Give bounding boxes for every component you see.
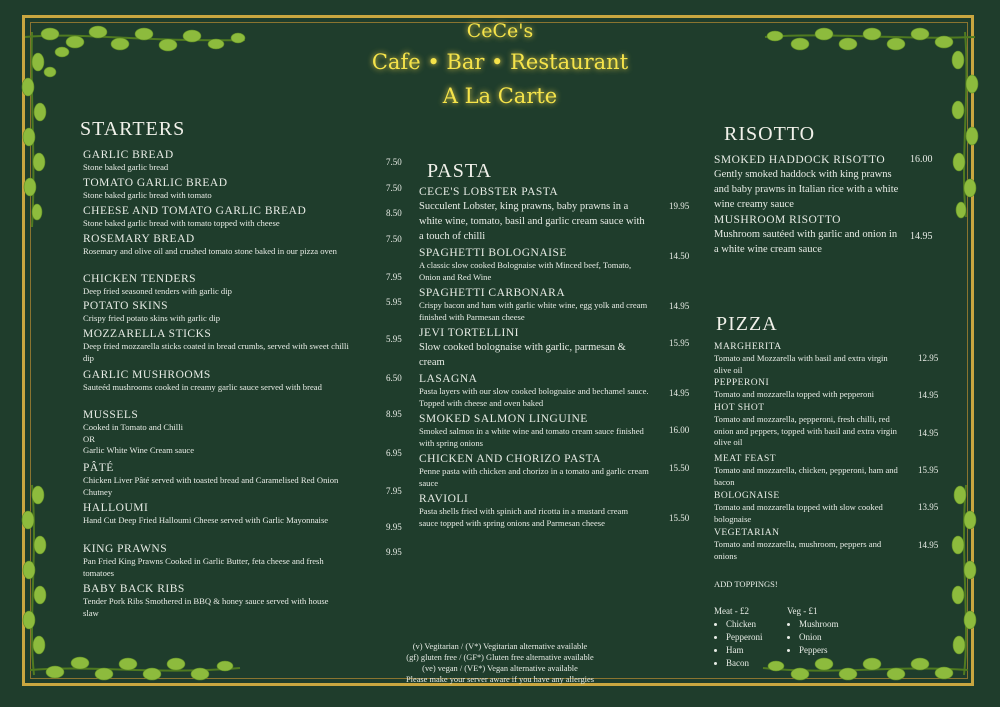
item-description: Pasta shells fried with spinich and ricotta in a mustard cream sauce topped with spring onions and Parmesan cheese bbox=[419, 506, 629, 528]
item-price: 14.95 bbox=[918, 428, 939, 438]
item-price: 14.95 bbox=[918, 540, 939, 550]
restaurant-name: CeCe's bbox=[466, 20, 534, 42]
item-price: 8.50 bbox=[386, 208, 402, 218]
item-name: KING PRAWNS bbox=[83, 543, 168, 555]
item-name: CHICKEN TENDERS bbox=[83, 273, 197, 285]
item-description: Sauteéd mushrooms cooked in creamy garlic sauce served with bread bbox=[83, 382, 322, 392]
starter-item bbox=[83, 502, 343, 527]
item-name: SMOKED HADDOCK RISOTTO bbox=[714, 154, 886, 166]
item-description: Stone baked garlic bread with tomato topped with cheese bbox=[83, 218, 280, 228]
item-price: 7.95 bbox=[386, 486, 402, 496]
starter-item bbox=[83, 328, 353, 364]
item-name: MUSSELS bbox=[83, 409, 139, 421]
pizza-item bbox=[714, 378, 900, 401]
item-name: SMOKED SALMON LINGUINE bbox=[419, 413, 588, 425]
item-name: VEGETARIAN bbox=[714, 528, 780, 538]
item-price: 12.95 bbox=[918, 353, 939, 363]
restaurant-subtitle: Cafe • Bar • Restaurant bbox=[371, 50, 629, 74]
item-price: 13.95 bbox=[918, 502, 939, 512]
item-price: 14.95 bbox=[669, 301, 690, 311]
toppings-title: ADD TOPPINGS! bbox=[714, 579, 778, 589]
pizza-item bbox=[714, 454, 900, 488]
item-price: 6.50 bbox=[386, 373, 402, 383]
item-name: CHICKEN AND CHORIZO PASTA bbox=[419, 453, 602, 465]
pizza-item bbox=[714, 491, 900, 525]
veg-toppings-list bbox=[787, 618, 867, 657]
starter-item bbox=[83, 462, 353, 498]
item-description: Mushroom sautéed with garlic and onion in a white wine cream sauce bbox=[714, 229, 898, 255]
item-name: SPAGHETTI BOLOGNAISE bbox=[419, 247, 567, 259]
starter-item bbox=[83, 273, 363, 298]
item-description: Tomato and mozzarella topped with slow cooked bolognaise bbox=[714, 502, 883, 524]
item-price: 14.95 bbox=[918, 390, 939, 400]
veg-toppings-title: Veg - £1 bbox=[787, 606, 818, 616]
item-description: Chicken Liver Pâté served with toasted bread and Caramelised Red Onion Chutney bbox=[83, 475, 339, 497]
veg-topping: • Peppers bbox=[799, 644, 867, 657]
item-name: CHEESE AND TOMATO GARLIC BREAD bbox=[83, 205, 307, 217]
item-name: CECE'S LOBSTER PASTA bbox=[419, 186, 559, 198]
item-name: SPAGHETTI CARBONARA bbox=[419, 287, 566, 299]
item-description: Tomato and mozzarella, pepperoni, fresh chilli, red onion and peppers, topped with basil and extra virgin olive oil bbox=[714, 414, 897, 447]
item-price: 15.95 bbox=[669, 338, 690, 348]
item-name: BABY BACK RIBS bbox=[83, 583, 185, 595]
item-name: MEAT FEAST bbox=[714, 454, 777, 464]
item-description: Deep fried mozzarella sticks coated in bread crumbs, served with sweet chilli dip bbox=[83, 341, 349, 363]
item-description: Crispy fried potato skins with garlic dip bbox=[83, 313, 221, 323]
pasta-item bbox=[419, 373, 649, 409]
meat-topping: • Ham bbox=[726, 644, 784, 657]
pizza-title: PIZZA bbox=[716, 313, 778, 335]
veg-topping: • Mushroom bbox=[799, 618, 867, 631]
item-price: 5.95 bbox=[386, 297, 402, 307]
item-name: LASAGNA bbox=[419, 373, 478, 385]
item-name: MOZZARELLA STICKS bbox=[83, 328, 212, 340]
item-price: 15.95 bbox=[918, 465, 939, 475]
pasta-item bbox=[419, 453, 649, 489]
item-price: 7.50 bbox=[386, 183, 402, 193]
item-price: 5.95 bbox=[386, 334, 402, 344]
veg-toppings bbox=[787, 605, 867, 657]
item-description: Tomato and mozzarella topped with pepperoni bbox=[714, 389, 874, 399]
pasta-item bbox=[419, 186, 649, 244]
item-description: Tender Pork Ribs Smothered in BBQ & honey sauce served with house slaw bbox=[83, 596, 329, 618]
meat-toppings bbox=[714, 605, 784, 670]
item-description: Pasta layers with our slow cooked bolognaise and bechamel sauce. Topped with cheese and oven baked bbox=[419, 386, 649, 408]
item-price: 9.95 bbox=[386, 522, 402, 532]
item-price: 15.50 bbox=[669, 513, 690, 523]
starter-item bbox=[83, 583, 343, 619]
menu-type: A La Carte bbox=[442, 84, 558, 108]
item-description: Tomato and mozzarella, mushroom, peppers and onions bbox=[714, 539, 882, 561]
legend-vegetarian: (v) Vegitarian / (V*) Vegitarian alternative available bbox=[412, 642, 588, 651]
meat-topping: • Bacon bbox=[726, 657, 784, 670]
item-name: GARLIC BREAD bbox=[83, 149, 174, 161]
item-description: Stone baked garlic bread bbox=[83, 162, 169, 172]
item-price: 16.00 bbox=[669, 425, 690, 435]
starter-item bbox=[83, 543, 353, 579]
item-price: 14.95 bbox=[910, 231, 933, 242]
meat-toppings-list bbox=[714, 618, 784, 670]
pizza-item bbox=[714, 528, 900, 562]
item-name: ROSEMARY BREAD bbox=[83, 233, 195, 245]
meat-topping: • Chicken bbox=[726, 618, 784, 631]
item-or: OR bbox=[83, 433, 95, 444]
pasta-item bbox=[419, 247, 649, 283]
item-price: 14.50 bbox=[669, 251, 690, 261]
pizza-item bbox=[714, 403, 900, 449]
risotto-item bbox=[714, 154, 900, 212]
item-name: RAVIOLI bbox=[419, 493, 469, 505]
item-name: JEVI TORTELLINI bbox=[419, 327, 519, 339]
meat-topping: • Pepperoni bbox=[726, 631, 784, 644]
meat-toppings-title: Meat - £2 bbox=[714, 606, 749, 616]
starter-item bbox=[83, 409, 363, 457]
item-description: Pan Fried King Prawns Cooked in Garlic Butter, feta cheese and fresh tomatoes bbox=[83, 556, 324, 578]
item-description: Crispy bacon and ham with garlic white wine, egg yolk and cream finished with Parmesan cheese bbox=[419, 300, 648, 322]
item-name: TOMATO GARLIC BREAD bbox=[83, 177, 228, 189]
starter-item bbox=[83, 205, 363, 230]
legend-vegan: (ve) vegan / (VE*) Vegan alternative available bbox=[422, 664, 578, 673]
item-description: Rosemary and olive oil and crushed tomato stone baked in our pizza oven bbox=[83, 246, 337, 256]
item-name: POTATO SKINS bbox=[83, 300, 169, 312]
item-price-alt: 6.95 bbox=[386, 448, 402, 458]
item-description-alt: Garlic White Wine Cream sauce bbox=[83, 445, 195, 455]
item-price: 14.95 bbox=[669, 388, 690, 398]
legend-gluten-free: (gf) gluten free / (GF*) Gluten free alternative available bbox=[406, 653, 594, 662]
item-name: GARLIC MUSHROOMS bbox=[83, 369, 211, 381]
pasta-item bbox=[419, 413, 649, 449]
item-price: 15.50 bbox=[669, 463, 690, 473]
item-price: 8.95 bbox=[386, 409, 402, 419]
pasta-title: PASTA bbox=[427, 160, 492, 182]
risotto-item bbox=[714, 214, 900, 257]
starter-item bbox=[83, 300, 363, 325]
item-name: MARGHERITA bbox=[714, 342, 782, 352]
item-description: Tomato and Mozzarella with basil and extra virgin olive oil bbox=[714, 353, 888, 375]
starter-item bbox=[83, 149, 363, 174]
pizza-item bbox=[714, 342, 900, 376]
item-price: 7.95 bbox=[386, 272, 402, 282]
item-description: Deep fried seasoned tenders with garlic dip bbox=[83, 286, 232, 296]
item-description: Slow cooked bolognaise with garlic, parmesan & cream bbox=[419, 342, 626, 368]
item-name: HOT SHOT bbox=[714, 403, 765, 413]
starter-item bbox=[83, 177, 363, 202]
item-price: 16.00 bbox=[910, 154, 933, 165]
item-name: PÂTÉ bbox=[83, 462, 114, 474]
item-price: 9.95 bbox=[386, 547, 402, 557]
pasta-item bbox=[419, 287, 649, 323]
allergy-notice: Please make your server aware if you have any allergies bbox=[406, 675, 594, 684]
item-description: Penne pasta with chicken and chorizo in a tomato and garlic cream sauce bbox=[419, 466, 649, 488]
item-description: Gently smoked haddock with king prawns and baby prawns in Italian rice with a white wine creamy sauce bbox=[714, 169, 899, 210]
pasta-item bbox=[419, 493, 649, 529]
dietary-legend bbox=[330, 641, 670, 685]
starter-item bbox=[83, 233, 353, 258]
item-description: Succulent Lobster, king prawns, baby prawns in a white wine, tomato, basil and garlic cream sauce with a touch of chilli bbox=[419, 201, 645, 242]
starter-item bbox=[83, 369, 343, 394]
item-description: A classic slow cooked Bolognaise with Minced beef, Tomato, Onion and Red Wine bbox=[419, 260, 632, 282]
item-description: Cooked in Tomato and Chilli bbox=[83, 422, 183, 432]
item-description: Hand Cut Deep Fried Halloumi Cheese served with Garlic Mayonnaise bbox=[83, 515, 329, 525]
veg-topping: • Onion bbox=[799, 631, 867, 644]
starters-title: STARTERS bbox=[80, 118, 186, 140]
risotto-title: RISOTTO bbox=[724, 123, 816, 145]
item-description: Tomato and mozzarella, chicken, pepperoni, ham and bacon bbox=[714, 465, 898, 487]
item-name: PEPPERONI bbox=[714, 378, 770, 388]
pasta-item bbox=[419, 327, 649, 370]
item-price: 7.50 bbox=[386, 234, 402, 244]
item-description: Stone baked garlic bread with tomato bbox=[83, 190, 212, 200]
item-name: BOLOGNAISE bbox=[714, 491, 780, 501]
item-price: 7.50 bbox=[386, 157, 402, 167]
item-name: MUSHROOM RISOTTO bbox=[714, 214, 841, 226]
item-name: HALLOUMI bbox=[83, 502, 149, 514]
item-price: 19.95 bbox=[669, 201, 690, 211]
item-description: Smoked salmon in a white wine and tomato cream sauce finished with spring onions bbox=[419, 426, 644, 448]
